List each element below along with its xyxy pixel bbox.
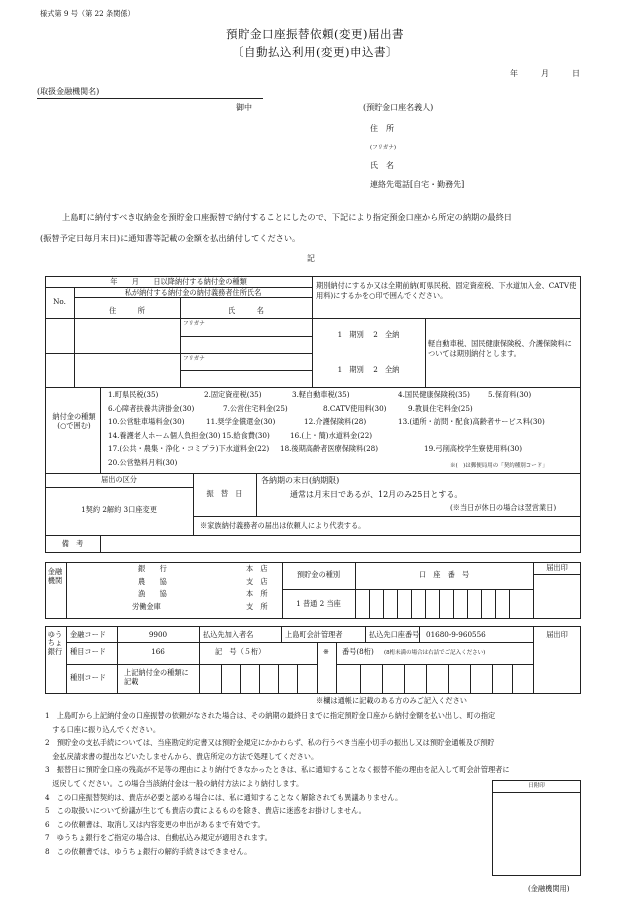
payment-type-option[interactable]: 13.(通所・訪問・配食)高齢者サービス料(30) — [398, 417, 545, 426]
note-line: 金払戻請求書の提出などいたしませんから、貴店所定の方法で処理してください。 — [45, 751, 319, 761]
yucho-bank-label: ゆうちょ銀行 — [47, 630, 63, 656]
bank-branch-type: 支 所 — [246, 601, 268, 611]
payment-type-option[interactable]: 9.教員住宅料金(25) — [408, 403, 473, 413]
payment-type-option[interactable]: 5.保育料(30) — [488, 390, 532, 399]
holder-name-label: 氏 名 — [370, 161, 394, 170]
payment-type-option[interactable]: 20.公営塾料月料(30) — [108, 457, 178, 467]
shubetsu-code-label: 種別コード — [70, 673, 106, 682]
payment-types-label: 納付金の種類(○で囲む) — [52, 412, 96, 431]
shumoku-code-value: 166 — [151, 647, 165, 656]
transfer-date-line-2: 通常は月末日であるが、12月のみ25日とする。 — [290, 490, 463, 499]
payment-type-option[interactable]: 14.養護老人ホーム個人負担金(30) — [108, 430, 221, 440]
note-line: する口座に振り込んでください。 — [45, 724, 161, 734]
yucho-footnote: ※欄は通帳に記載のある方のみご記入ください — [316, 696, 467, 705]
kinyu-code-value: 9900 — [148, 630, 168, 639]
kome-mark: ※ — [323, 647, 330, 656]
payment-type-option[interactable]: 17.(公共・農集・浄化・コミプラ)下水道料金(22) — [108, 444, 270, 453]
installment-note: 期別納付にするか又は全期前納(町県民税、固定資産税、下水道加入金、CATV使用料)にするかを○印で囲んでください。 — [316, 281, 577, 300]
date-day: 日 — [572, 69, 580, 78]
date-stamp-label: 日附印 — [528, 783, 545, 789]
furigana-label-1: フリガナ — [183, 321, 205, 327]
note-line: 4 この口座振替契約は、貴店が必要と認める場合には、私に通知することなく解除されても異議ありません。 — [45, 792, 403, 802]
footer-label: (金融機関用) — [528, 884, 570, 893]
note-line: 1 上島町から上記納付金の口座振替の依頼がなされた場合は、その納期の最終日までに指定預貯金口座から納付金額を払い出し、町の指定 — [45, 711, 496, 720]
transfer-date-label: 振 替 日 — [206, 489, 243, 498]
bank-type-name: 農 協 — [138, 576, 167, 586]
note-line: 6 この依頼書は、取消し又は内容変更の申出があるまで有効です。 — [45, 819, 265, 829]
payment-type-option[interactable]: 8.CATV使用料(30) — [323, 403, 387, 413]
payment-option-2[interactable]: 1 期別 2 全納 — [337, 365, 400, 374]
bank-seal-label: 届出印 — [546, 563, 568, 572]
bango-note: (8桁未満の場合は右詰でご記入ください) — [384, 650, 486, 656]
payment-type-option[interactable]: 6.心障者扶養共済掛金(30) — [108, 403, 195, 413]
date-year: 年 — [510, 69, 518, 78]
name-column-header: 氏 名 — [228, 306, 264, 315]
note-line: 2 預貯金の支払手続については、当座勘定約定書又は預貯金規定にかかわらず、私の行うべき当座小切手の振出し又は預貯金通帳及び預貯 — [45, 738, 495, 748]
payment-type-option[interactable]: 12.介護保険料(28) — [304, 417, 367, 426]
payment-type-option[interactable]: 1.町県民税(35) — [108, 390, 159, 399]
period-header: 年 月 日以降納付する納付金の種類 — [110, 277, 247, 286]
payment-type-option[interactable]: 2.固定資産税(35) — [204, 390, 262, 399]
bango-label: 番号(8桁) — [342, 647, 374, 656]
payment-type-option[interactable]: 11.奨学金償還金(30) — [206, 417, 276, 426]
deposit-type-label: 預貯金の種別 — [296, 570, 341, 579]
intro-line-2: (振替予定日毎月末日)に通知書等記載の金額を払出納付してください。 — [40, 233, 301, 243]
holder-phone-label: 連絡先電話[自宅・勤務先] — [370, 180, 465, 189]
payment-type-option[interactable]: 16.(上・簡)水道料金(22) — [290, 430, 373, 440]
remarks-label: 備 考 — [61, 539, 84, 548]
note-line: 3 振替日に預貯金口座の残高が不足等の理由により納付できなかったときは、私に通知することなく振替不能の理由を記入して町会計管理者に — [45, 765, 510, 775]
payee-account-label: 払込先口座番号 — [369, 630, 420, 639]
kinyu-code-label: 金融コード — [70, 630, 106, 639]
form-title: 預貯金口座振替依頼(変更)届出書 — [226, 27, 404, 41]
payee-name-value: 上島町会計管理者 — [285, 630, 343, 639]
types-code-note: ※( )は郵便局用の「契約種別コード」 — [450, 463, 548, 469]
date-stamp-box — [492, 780, 581, 876]
note-line: 返戻してください。この場合当該納付金は一般の納付方法により納付します。 — [45, 779, 304, 788]
onchu-label: 御中 — [236, 103, 252, 112]
bank-type-name: 銀 行 — [138, 564, 167, 573]
kigo-label: 記 号（５桁） — [215, 647, 266, 656]
form-subtitle: 〔自動払込利用(変更)申込書〕 — [232, 45, 398, 59]
payment-type-option[interactable]: 3.軽自動車税(35) — [292, 390, 350, 399]
family-note: ※家族納付義務者の届出は依頼人により代表する。 — [200, 521, 366, 530]
payment-type-option[interactable]: 18.後期高齢者医療保険料(28) — [280, 444, 379, 453]
financial-institution-label: 金融機関 — [47, 567, 63, 585]
periodic-payment-note: 軽自動車税、国民健康保険税、介護保険料については期別納付とします。 — [428, 339, 572, 358]
yucho-seal-label: 届出印 — [546, 630, 568, 639]
payment-type-option[interactable]: 15.給食費(30) — [222, 430, 270, 440]
bank-name-label: (取扱金融機関名) — [37, 87, 100, 96]
no-header: No. — [53, 297, 66, 306]
bank-type-name: 漁 協 — [138, 589, 167, 598]
note-line: 8 この依頼書では、ゆうちょ銀行の解約手続きはできません。 — [45, 847, 252, 856]
holder-furigana-label: (フリガナ) — [370, 145, 397, 151]
bank-branch-type: 支 店 — [246, 576, 268, 586]
bank-type-name: 労働金庫 — [132, 601, 161, 611]
payee-name-label: 払込先加入者名 — [203, 630, 254, 639]
payment-type-option[interactable]: 19.弓削高校学生寮使用料(30) — [424, 444, 523, 453]
address-column-header: 住 所 — [109, 306, 145, 315]
transfer-date-line-1: 各納期の末日(納期限) — [261, 476, 340, 485]
deposit-type-options[interactable]: 1 普通 2 当座 — [296, 599, 341, 608]
account-holder-label: (預貯金口座名義人) — [363, 103, 434, 112]
payment-option-1[interactable]: 1 期別 2 全納 — [337, 330, 400, 339]
intro-line-1: 上島町に納付すべき収納金を預貯金口座振替で納付することにしたので、下記により指定預金口座から所定の納期の最終日 — [62, 212, 512, 222]
furigana-label-2: フリガナ — [183, 356, 205, 362]
bank-branch-type: 本 所 — [246, 589, 268, 598]
payment-type-option[interactable]: 4.国民健康保険税(35) — [398, 390, 470, 399]
taxpayer-header: 私が納付する納付金の納付義務者住所氏名 — [124, 288, 262, 297]
payment-type-option[interactable]: 7.公営住宅料金(25) — [223, 403, 288, 413]
transfer-date-line-3: (※当日が休日の場合は翌営業日) — [450, 503, 557, 512]
notification-type-options[interactable]: 1契約 2解約 3口座変更 — [81, 505, 157, 514]
holder-address-label: 住 所 — [370, 124, 394, 133]
date-month: 月 — [541, 69, 549, 78]
bank-name-line — [37, 98, 263, 99]
bank-branch-type: 本 店 — [246, 564, 268, 573]
notification-type-label: 届出の区分 — [101, 475, 137, 484]
account-number-label: 口 座 番 号 — [418, 570, 470, 579]
payee-account-value: 01680-9-960556 — [426, 630, 486, 639]
form-number: 様式第 9 号（第 22 条関係） — [40, 9, 135, 18]
note-line: 7 ゆうちょ銀行をご指定の場合は、自動払込み規定が適用されます。 — [45, 833, 272, 843]
payment-type-option[interactable]: 10.公営駐車場料金(30) — [108, 417, 185, 426]
ki-label: 記 — [307, 254, 315, 263]
note-line: 5 この取扱いについて紛議が生じても貴店の責によるものを除き、貴店に迷惑をお掛けしません。 — [45, 806, 366, 816]
shubetsu-code-value: 上記納付金の種類に記載 — [124, 668, 189, 687]
shumoku-code-label: 種目コード — [70, 647, 106, 656]
